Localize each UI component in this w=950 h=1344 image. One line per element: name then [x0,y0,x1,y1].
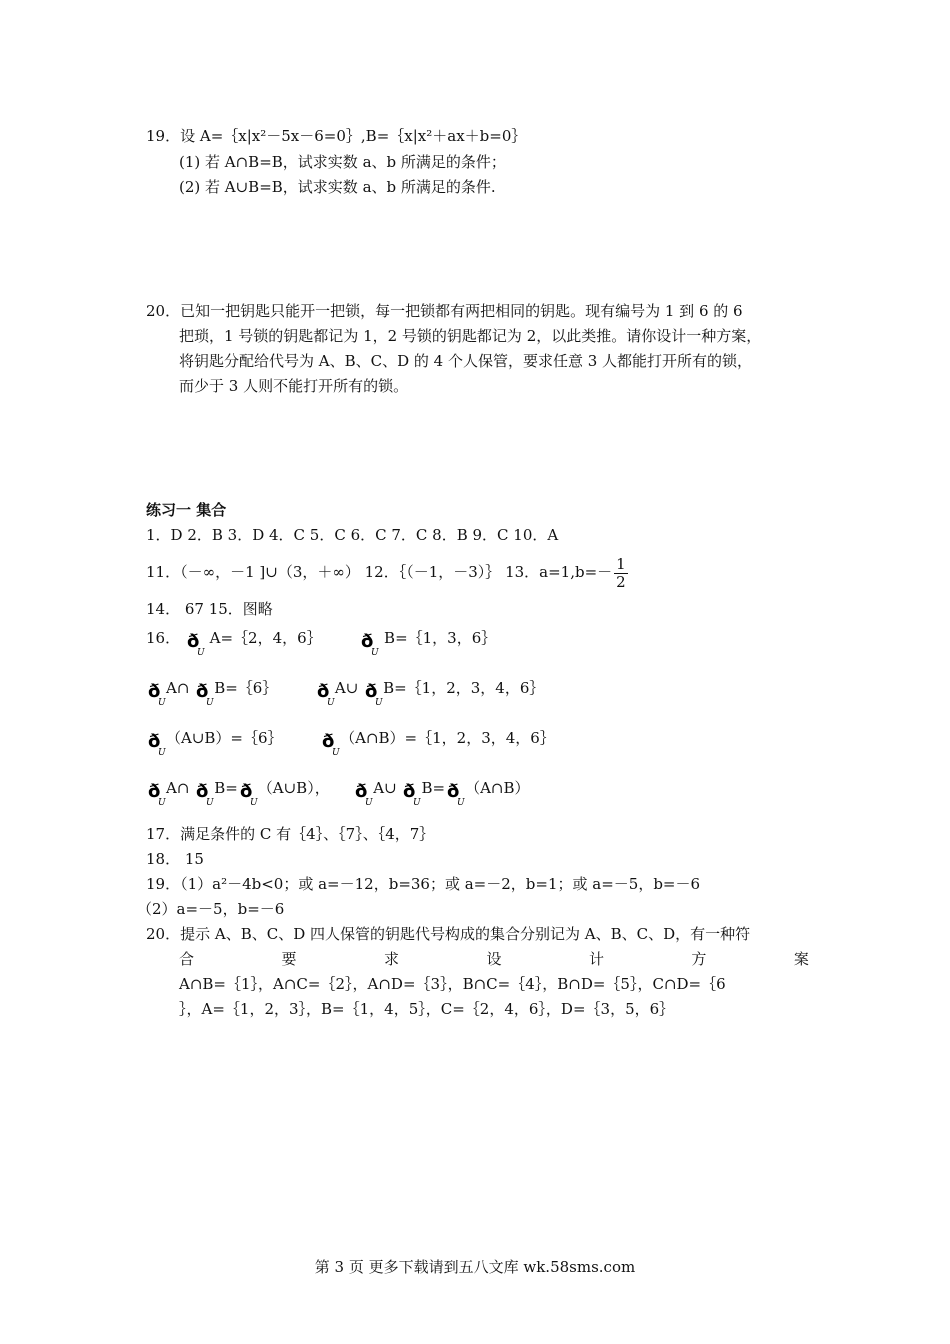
q20-text1: 已知一把钥匙只能开一把锁，每一把锁都有两把相同的钥匙。现有编号为 1 到 6 的 6 [180,302,743,320]
svg-text:ð: ð [355,781,368,802]
answers-16-text: （A∪B）， [257,779,330,797]
answers-1-10: 1．D 2．B 3．D 4．C 5．C 6．C 7．C 8．B 9．C 10．A [146,526,559,544]
complement-icon [445,781,465,805]
answers-16-text: （A∩B） [465,779,530,797]
svg-text:ð: ð [239,781,253,802]
answers-20-word: 方 [691,950,707,968]
svg-text:U: U [158,698,166,705]
answers-16-text: A∩ [166,679,190,697]
complement-icon [194,781,214,805]
complement-icon [146,681,166,705]
svg-text:U: U [326,698,335,705]
svg-text:U: U [206,698,214,705]
answers-20-word: 求 [383,950,399,968]
answers-16-text: A∩ [166,779,190,797]
fraction-numerator: 1 [616,554,626,573]
svg-text:U: U [413,798,422,805]
answers-20-word: 合 [179,950,195,968]
svg-text:ð: ð [196,781,209,802]
answers-17: 17．满足条件的 C 有｛4｝、｛7｝、｛4，7｝ [146,825,435,843]
answers-20-line1: 20．提示 A、B、C、D 四人保管的钥匙代号构成的集合分别记为 A、B、C、D，有一种符 [146,925,751,943]
svg-text:ð: ð [447,781,460,802]
svg-text:U: U [365,798,373,805]
complement-icon [401,781,422,805]
svg-text:ð: ð [365,681,378,702]
complement-icon [359,631,379,655]
complement-icon [146,731,166,755]
answers-16-ca: A=｛2，4，6｝ [209,629,322,647]
answers-11-13-text: 11．（－∞，－1 ]∪（3，＋∞） 12．｛（－1，－3）｝ 13．a=1,b=－ [146,563,613,581]
answers-16-text: A∪ [373,779,397,797]
svg-text:U: U [375,698,383,705]
svg-text:ð: ð [322,731,335,752]
complement-icon [146,781,166,805]
answers-16-row2 [146,678,545,705]
fraction-one-half [614,556,628,591]
answers-19-part1: 19．（1）a²－4b<0；或 a=－12，b=36；或 a=－2，b=1；或 a=－5，b=－6 [146,875,701,893]
answers-20-word: 要 [281,950,297,968]
answers-19-part2: （2）a=－5，b=－6 [137,900,285,918]
complement-icon [353,781,373,805]
answers-16-text: A∪ [334,679,359,697]
svg-text:ð: ð [148,781,161,802]
answers-16-row3 [146,728,555,755]
complement-icon [363,681,383,705]
complement-icon [238,781,258,805]
answers-20-word: 计 [588,950,604,968]
q20-line4: 而少于 3 人则不能打开所有的锁。 [179,377,409,395]
answers-16-text: B=｛6｝ [214,679,278,697]
complement-icon [185,631,205,655]
svg-text:U: U [158,748,166,755]
svg-text:U: U [206,798,214,805]
answers-16-cb: B=｛1，3，6｝ [384,629,497,647]
svg-text:U: U [332,748,340,755]
svg-text:ð: ð [196,681,209,702]
q20-line1 [146,301,743,321]
q20-number: 20． [146,302,181,320]
answers-20-word: 设 [486,950,502,968]
q19-stem-line [146,126,526,146]
answers-20-line2 [179,949,809,969]
complement-icon [320,731,340,755]
svg-text:ð: ð [361,631,374,652]
svg-text:ð: ð [186,631,200,652]
svg-text:U: U [196,648,205,655]
q19-part2: (2) 若 A∪B=B，试求实数 a、b 所满足的条件. [179,178,496,196]
fraction-denominator: 2 [616,572,626,591]
q19-part1: (1) 若 A∩B=B，试求实数 a、b 所满足的条件； [179,153,506,171]
svg-text:ð: ð [316,681,330,702]
answers-title: 练习一 集合 [146,501,227,519]
q19-stem: 设 A=｛x|x²－5x－6=0｝,B=｛x|x²＋ax＋b=0｝ [180,127,527,145]
svg-text:ð: ð [403,781,416,802]
svg-text:U: U [249,798,258,805]
answers-16-text: （A∩B）=｛1，2，3，4，6｝ [340,729,555,747]
answers-11-13 [146,554,628,591]
q20-line2: 把琐，1 号锁的钥匙都记为 1，2 号锁的钥匙都记为 2，以此类推。请你设计一种方案， [179,327,762,345]
answers-20-word: 案 [793,950,809,968]
answers-14-15: 14． 67 15．图略 [146,600,273,618]
q19-number: 19． [146,127,181,145]
answers-16-text: B= [214,779,238,797]
complement-icon [315,681,335,705]
answers-16-row1 [146,628,497,655]
q20-line3: 将钥匙分配给代号为 A、B、C、D 的 4 个人保管，要求任意 3 人都能打开所有的锁， [179,352,753,370]
answers-20-line3: A∩B=｛1｝，A∩C=｛2｝，A∩D=｛3｝，B∩C=｛4｝，B∩D=｛5｝，C∩D=｛6 [179,975,726,993]
svg-text:U: U [457,798,465,805]
answers-16-text: B= [421,779,446,797]
svg-text:ð: ð [148,731,161,752]
svg-text:ð: ð [148,681,161,702]
answers-16-text: （A∪B）=｛6｝ [166,729,283,747]
answers-16-text: B=｛1，2，3，4，6｝ [383,679,545,697]
answers-16-number: 16． [146,629,181,647]
answers-16-row4 [146,778,530,805]
svg-text:U: U [371,648,379,655]
page-footer: 第 3 页 更多下载请到五八文库 wk.58sms.com [314,1258,636,1276]
svg-text:U: U [158,798,166,805]
answers-18: 18． 15 [146,850,204,868]
complement-icon [194,681,214,705]
answers-20-line4: ｝，A=｛1，2，3｝，B=｛1，4，5｝，C=｛2，4，6｝，D=｛3，5，6｝ [179,1000,675,1018]
